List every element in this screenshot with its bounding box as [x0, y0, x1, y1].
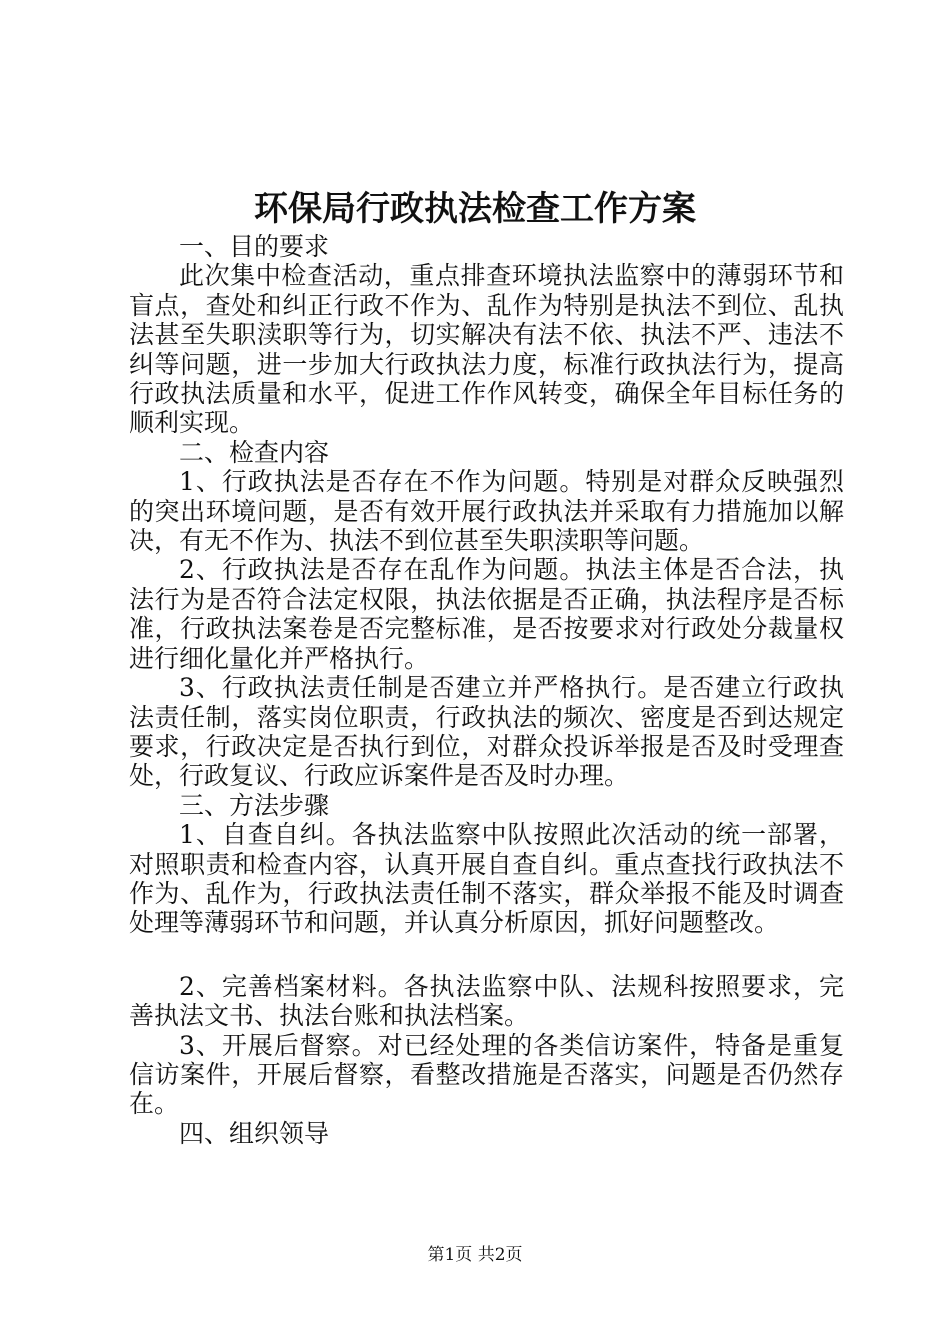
paragraph-misconduct: 2、行政执法是否存在乱作为问题。执法主体是否合法，执法行为是否符合法定权限，执法依据是否正确，执法程序是否标准，行政执法案卷是否完整标准，是否按要求对行政处分裁量权进行细化量化并严格执行。: [129, 555, 844, 673]
page-footer: 第1页 共2页: [427, 1245, 523, 1265]
section-heading-leadership: 四、组织领导: [179, 1118, 330, 1148]
paragraph-post-supervision: 3、开展后督察。对已经处理的各类信访案件，特备是重复信访案件，开展后督察，看整改措施是否落实，问题是否仍然存在。: [129, 1030, 844, 1119]
section-heading-objectives: 一、目的要求: [179, 232, 330, 261]
document-body: [129, 232, 844, 1148]
paragraph-objectives: 此次集中检查活动，重点排查环境执法监察中的薄弱环节和盲点，查处和纠正行政不作为、乱作为特别是执法不到位、乱执法甚至失职渎职等行为，切实解决有法不依、执法不严、违法不纠等问题，进一步加大行政执法力度，标准行政执法行为，提高行政执法质量和水平，促进工作作风转变，确保全年目标任务的顺利实现。: [129, 261, 844, 438]
paragraph-inaction: 1、行政执法是否存在不作为问题。特别是对群众反映强烈的突出环境问题，是否有效开展行政执法并采取有力措施加以解决，有无不作为、执法不到位甚至失职渎职等问题。: [129, 467, 844, 556]
paragraph-responsibility-system: 3、行政执法责任制是否建立并严格执行。是否建立行政执法责任制，落实岗位职责，行政执法的频次、密度是否到达规定要求，行政决定是否执行到位，对群众投诉举报是否及时受理查处，行政复议、行政应诉案件是否及时办理。: [129, 673, 844, 791]
paragraph-spacer: [129, 938, 844, 972]
section-heading-methods: 三、方法步骤: [179, 790, 330, 820]
paragraph-self-check: 1、自查自纠。各执法监察中队按照此次活动的统一部署，对照职责和检查内容，认真开展自查自纠。重点查找行政执法不作为、乱作为，行政执法责任制不落实，群众举报不能及时调查处理等薄弱环节和问题，并认真分析原因，抓好问题整改。: [129, 820, 844, 938]
paragraph-archives: 2、完善档案材料。各执法监察中队、法规科按照要求，完善执法文书、执法台账和执法档案。: [129, 971, 844, 1031]
document-title: 环保局行政执法检查工作方案: [254, 189, 696, 229]
section-heading-inspection-content: 二、检查内容: [179, 437, 330, 467]
